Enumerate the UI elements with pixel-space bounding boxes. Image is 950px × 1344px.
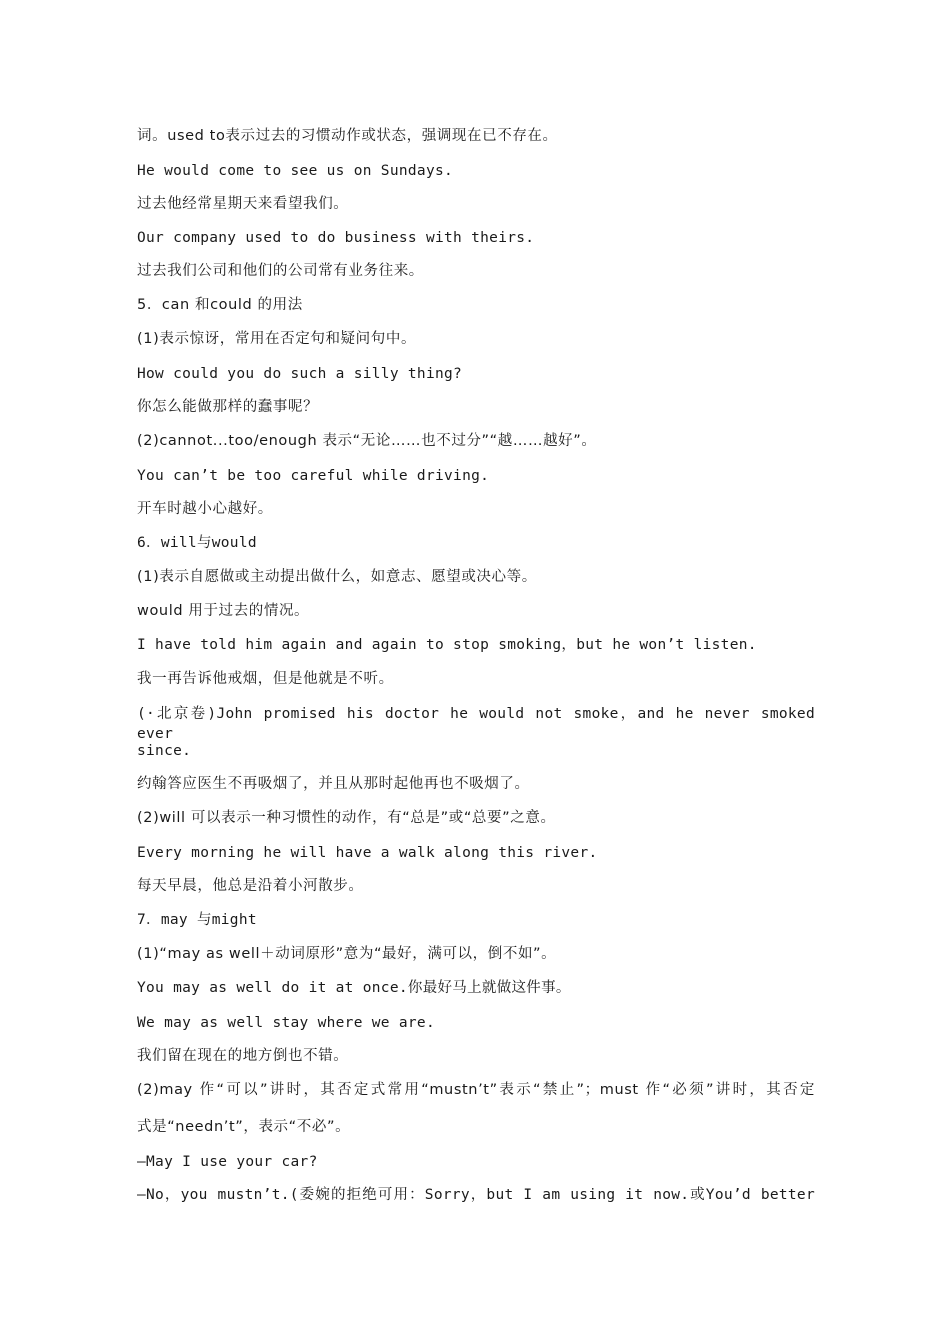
text-line: (2)cannot...too/enough 表示“无论……也不过分”“越……越好”。 bbox=[137, 433, 597, 449]
text-line: (2)may 作“可以”讲时，其否定式常用“mustn’t”表示“禁止”；must 作“必须”讲时，其否定 bbox=[137, 1082, 815, 1098]
text-line: How could you do such a silly thing? bbox=[137, 366, 463, 382]
text-line: —No，you mustn’t.(委婉的拒绝可用：Sorry，but I am using it now.或You’d better bbox=[137, 1187, 815, 1203]
text-line: You may as well do it at once.你最好马上就做这件事。 bbox=[137, 980, 571, 996]
text-line: 过去我们公司和他们的公司常有业务往来。 bbox=[137, 263, 424, 279]
text-line: Every morning he will have a walk along this river. bbox=[137, 845, 598, 861]
text-line: I have told him again and again to stop smoking，but he won’t listen. bbox=[137, 637, 757, 653]
text-line: (·北京卷)John promised his doctor he would not smoke，and he never smoked ever bbox=[137, 706, 815, 742]
text-line: 你怎么能做那样的蠢事呢？ bbox=[137, 399, 319, 415]
text-line: since. bbox=[137, 743, 192, 759]
section-heading: 5．can 和could 的用法 bbox=[137, 297, 303, 313]
text-line: (1)表示自愿做或主动提出做什么，如意志、愿望或决心等。 bbox=[137, 569, 537, 585]
text-line: (2)will 可以表示一种习惯性的动作，有“总是”或“总要”之意。 bbox=[137, 810, 556, 826]
text-line: 词。used to表示过去的习惯动作或状态，强调现在已不存在。 bbox=[137, 128, 558, 144]
section-heading: 7．may 与might bbox=[137, 912, 257, 928]
text-line: Our company used to do business with theirs. bbox=[137, 230, 535, 246]
text-line: 开车时越小心越好。 bbox=[137, 501, 273, 517]
text-line: 我们留在现在的地方倒也不错。 bbox=[137, 1048, 349, 1064]
text-line: (1)表示惊讶，常用在否定句和疑问句中。 bbox=[137, 331, 417, 347]
text-line: (1)“may as well＋动词原形”意为“最好，满可以，倒不如”。 bbox=[137, 946, 557, 962]
text-line: We may as well stay where we are. bbox=[137, 1015, 435, 1031]
text-line: 每天早晨，他总是沿着小河散步。 bbox=[137, 878, 364, 894]
section-heading: 6．will与would bbox=[137, 535, 257, 551]
text-line: 过去他经常星期天来看望我们。 bbox=[137, 196, 349, 212]
text-line: —May I use your car? bbox=[137, 1154, 318, 1170]
text-line: would 用于过去的情况。 bbox=[137, 603, 310, 619]
text-line: You can’t be too careful while driving. bbox=[137, 468, 490, 484]
text-line: He would come to see us on Sundays. bbox=[137, 163, 454, 179]
text-line: 约翰答应医生不再吸烟了，并且从那时起他再也不吸烟了。 bbox=[137, 776, 530, 792]
text-line: 式是“needn’t”，表示“不必”。 bbox=[137, 1119, 351, 1135]
text-line: 我一再告诉他戒烟，但是他就是不听。 bbox=[137, 671, 394, 687]
